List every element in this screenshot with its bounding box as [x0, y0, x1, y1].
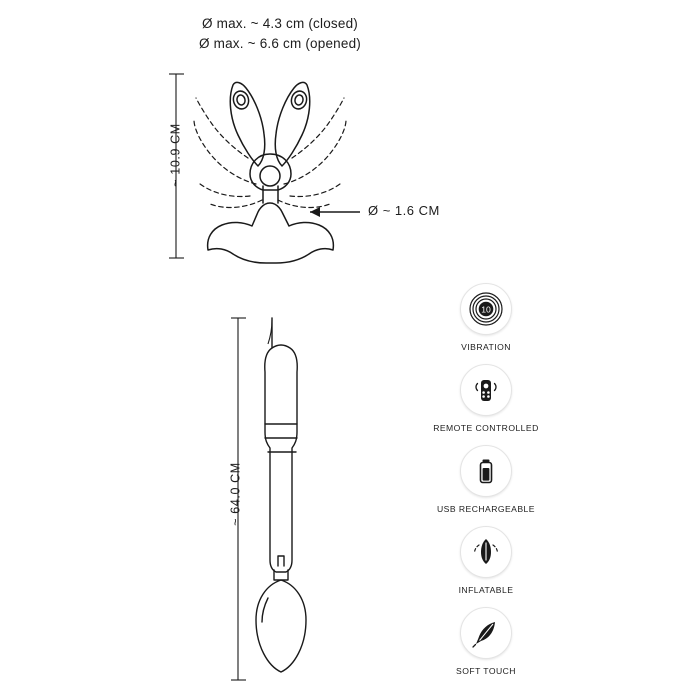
usb-battery-icon — [460, 445, 512, 497]
opened-position-dashed-outline — [194, 98, 346, 207]
caption-opened-diameter: Ø max. ~ 6.6 cm (opened) — [199, 36, 361, 51]
feature-label-vibration: VIBRATION — [461, 342, 511, 352]
top-product-outline — [208, 154, 334, 263]
feature-item-remote-controlled — [430, 364, 542, 433]
feature-label-soft-touch: SOFT TOUCH — [456, 666, 516, 676]
feature-icon-list — [430, 283, 542, 688]
feature-label-inflatable: INFLATABLE — [458, 585, 514, 595]
dimension-label-height-bottom: ~ 64.0 CM — [228, 462, 243, 526]
feature-item-usb-rechargeable — [430, 445, 542, 514]
dimension-label-callout-diameter: Ø ~ 1.6 CM — [368, 203, 440, 218]
feature-item-soft-touch — [430, 607, 542, 676]
feature-item-vibration — [430, 283, 542, 352]
feature-label-usb-rechargeable: USB RECHARGEABLE — [437, 504, 535, 514]
top-dimension-captions — [0, 14, 560, 54]
caption-closed-diameter: Ø max. ~ 4.3 cm (closed) — [202, 16, 358, 31]
feature-item-inflatable — [430, 526, 542, 595]
bottom-product-outline — [256, 318, 306, 672]
diameter-callout-arrow — [310, 207, 360, 217]
vibration-level-value: 10 — [481, 304, 491, 315]
feather-icon — [460, 607, 512, 659]
vibration-rings-icon — [460, 283, 512, 335]
remote-control-icon — [460, 364, 512, 416]
dimension-label-height-top: ~ 10.9 CM — [168, 123, 183, 187]
feature-label-remote-controlled: REMOTE CONTROLLED — [433, 423, 539, 433]
inflatable-plug-icon — [460, 526, 512, 578]
